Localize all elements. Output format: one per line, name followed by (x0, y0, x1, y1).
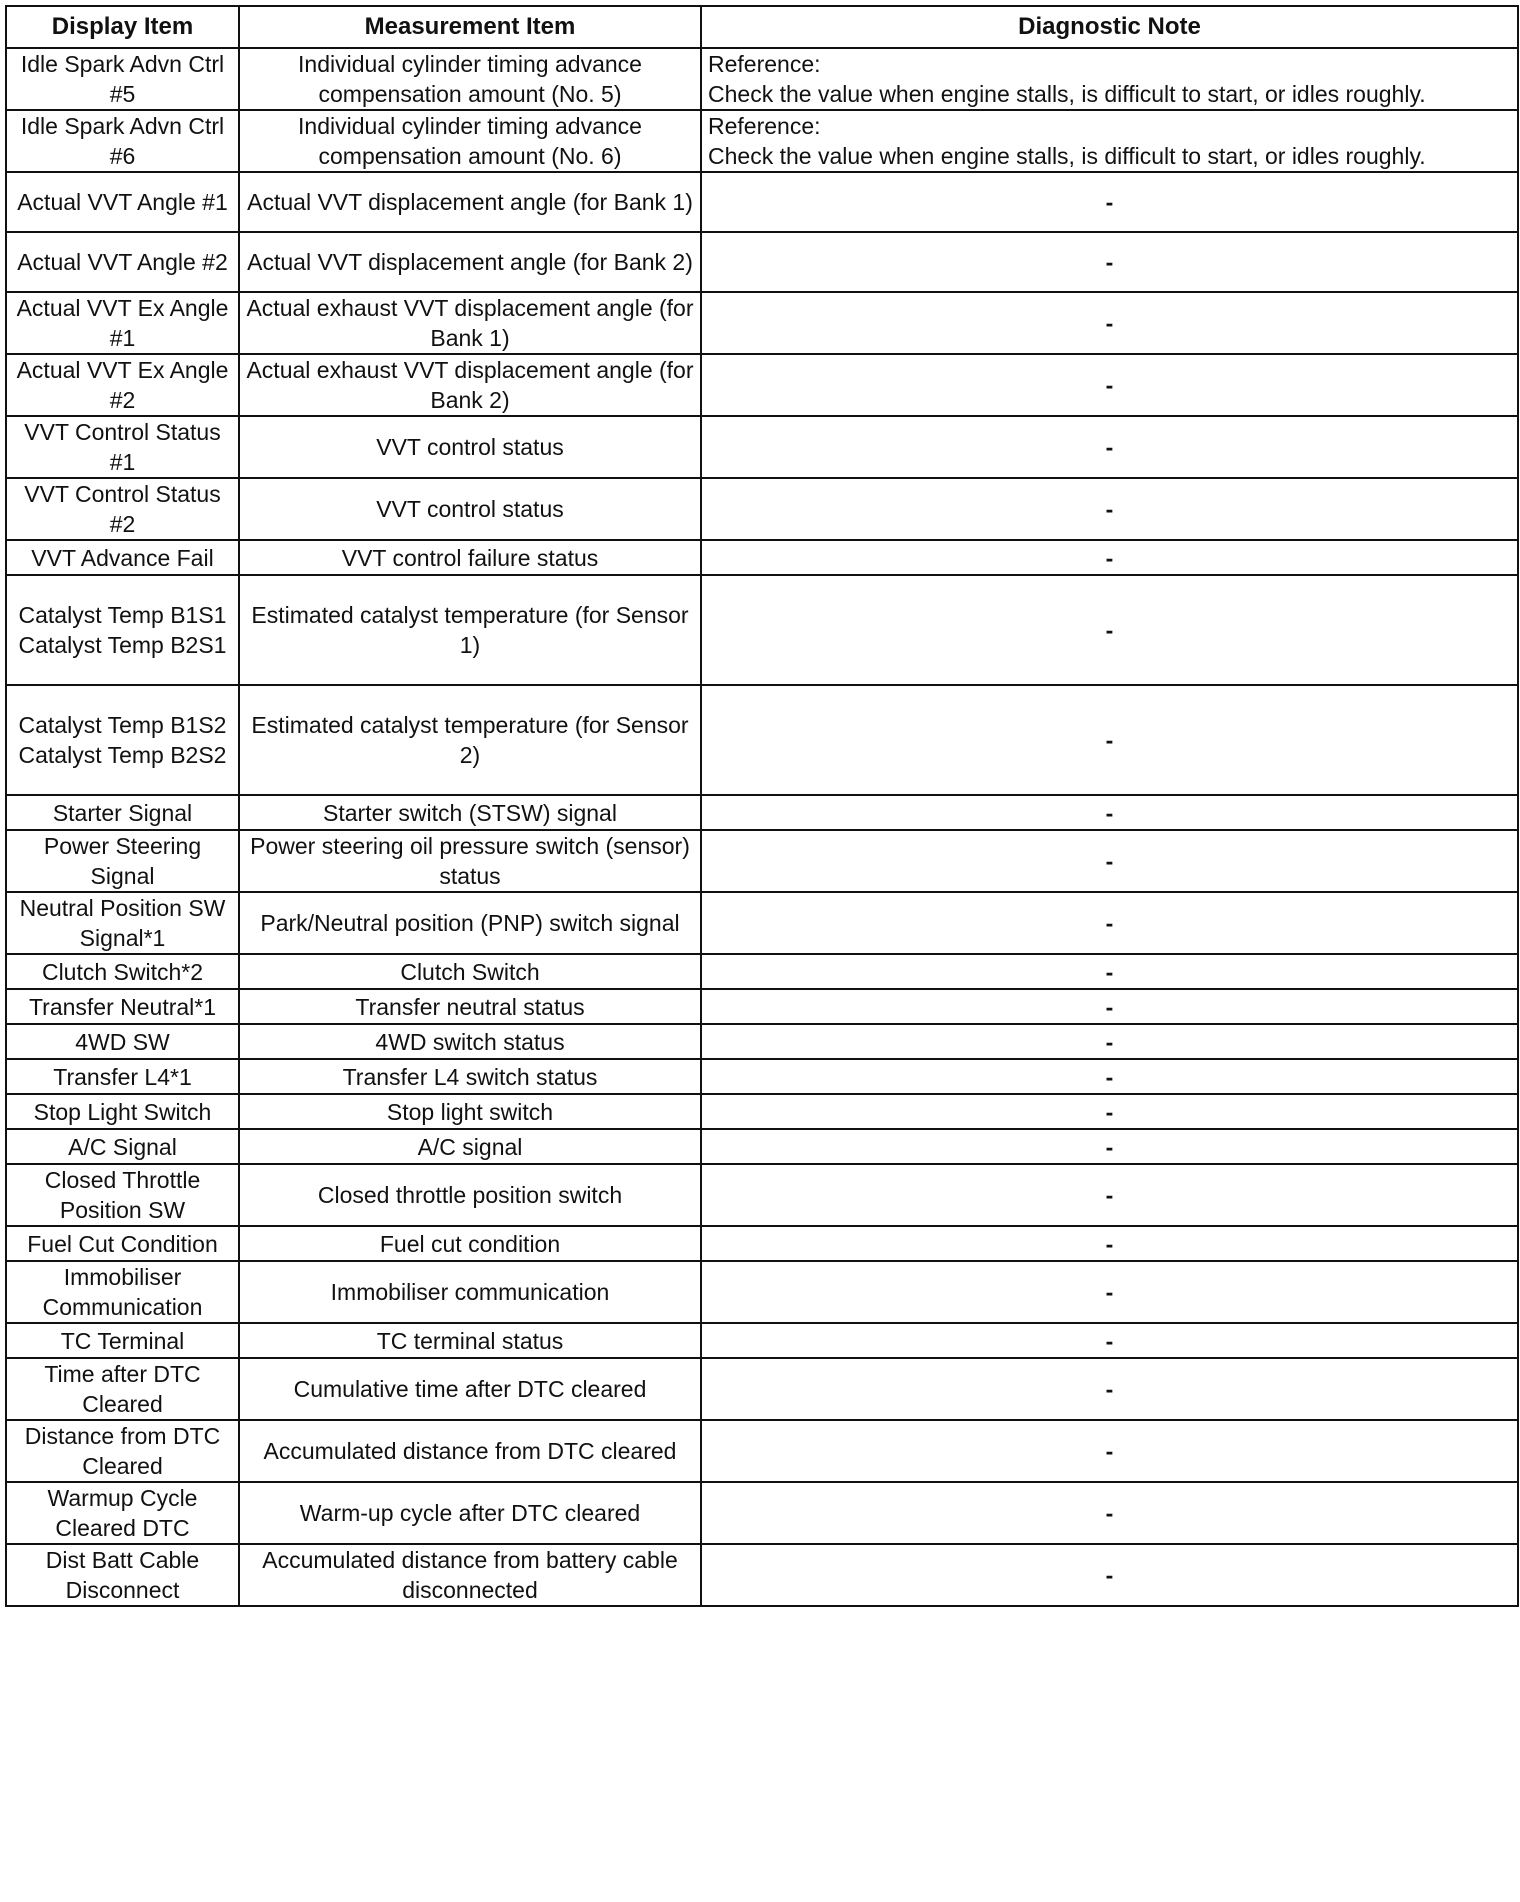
diagnostic-note-cell (701, 575, 1518, 685)
measurement-item-cell (239, 1420, 701, 1482)
diagnostic-note-cell (701, 354, 1518, 416)
measurement-item-text: Transfer neutral status (355, 993, 585, 1020)
display-item-text: Power Steering Signal (43, 833, 202, 889)
display-item-cell (6, 1544, 239, 1606)
measurement-item-cell (239, 1323, 701, 1358)
display-item-text: Clutch Switch*2 (41, 958, 204, 985)
display-item-text: Catalyst Temp B1S1 Catalyst Temp B2S1 (18, 602, 227, 658)
measurement-item-cell (239, 1544, 701, 1606)
display-item-text: Idle Spark Advn Ctrl #5 (20, 51, 225, 107)
display-item-cell (6, 1059, 239, 1094)
table-row (6, 1129, 1518, 1164)
diagnostic-note-text: - (1105, 993, 1114, 1020)
measurement-item-text: Accumulated distance from DTC cleared (263, 1438, 677, 1464)
table-row (6, 830, 1518, 892)
display-item-cell (6, 1420, 239, 1482)
diagnostic-note-text: - (1105, 496, 1114, 522)
measurement-item-text: VVT control status (376, 496, 564, 522)
measurement-item-text: Actual exhaust VVT displacement angle (for Bank 1) (246, 295, 694, 351)
diagnostic-note-cell (701, 232, 1518, 292)
display-item-text: A/C Signal (68, 1133, 177, 1160)
display-item-text: Transfer Neutral*1 (28, 993, 217, 1020)
diagnostic-note-text: - (1105, 372, 1114, 398)
diagnostic-note-cell (701, 1164, 1518, 1226)
display-item-cell (6, 1482, 239, 1544)
diagnostic-note-text: - (1105, 727, 1114, 753)
display-item-cell (6, 830, 239, 892)
display-item-text: Catalyst Temp B1S2 Catalyst Temp B2S2 (18, 712, 227, 768)
display-item-cell (6, 1094, 239, 1129)
diagnostic-note-text: - (1105, 617, 1114, 643)
diagnostic-note-cell (701, 685, 1518, 795)
measurement-item-text: Actual VVT displacement angle (for Bank 1) (247, 189, 693, 215)
measurement-item-text: Immobiliser communication (330, 1279, 610, 1305)
table-row (6, 232, 1518, 292)
display-item-cell (6, 1358, 239, 1420)
diagnostic-note-text: - (1105, 544, 1114, 571)
measurement-item-cell (239, 1164, 701, 1226)
table-row (6, 954, 1518, 989)
diagnostic-note-text: Reference: Check the value when engine stalls, is difficult to start, or idles roughly. (708, 113, 1426, 169)
diagnostic-note-cell (701, 1261, 1518, 1323)
table-row (6, 172, 1518, 232)
measurement-item-cell (239, 685, 701, 795)
measurement-item-cell (239, 232, 701, 292)
measurement-item-text: Closed throttle position switch (317, 1182, 623, 1208)
measurement-item-cell (239, 1482, 701, 1544)
document-page (5, 5, 1519, 1607)
diagnostic-note-cell (701, 110, 1518, 172)
measurement-item-text: TC terminal status (376, 1327, 564, 1354)
table-row (6, 892, 1518, 954)
display-item-cell (6, 1323, 239, 1358)
table-row (6, 1261, 1518, 1323)
header-display-item: Display Item (6, 6, 239, 48)
diagnostic-note-cell (701, 830, 1518, 892)
diagnostic-note-text: - (1105, 1279, 1114, 1305)
display-item-cell (6, 540, 239, 575)
display-item-cell (6, 354, 239, 416)
measurement-item-text: Actual VVT displacement angle (for Bank 2) (247, 249, 693, 275)
header-measurement-item: Measurement Item (239, 6, 701, 48)
measurement-item-text: Clutch Switch (400, 958, 540, 985)
display-item-cell (6, 478, 239, 540)
display-item-text: Stop Light Switch (33, 1098, 212, 1125)
measurement-item-cell (239, 1094, 701, 1129)
table-row (6, 1164, 1518, 1226)
measurement-item-text: Estimated catalyst temperature (for Sensor 2) (251, 712, 689, 768)
display-item-cell (6, 989, 239, 1024)
table-header-row (6, 6, 1518, 48)
display-item-cell (6, 110, 239, 172)
diagnostic-note-text: - (1105, 1133, 1114, 1160)
display-item-cell (6, 1164, 239, 1226)
table-row (6, 478, 1518, 540)
diagnostic-note-text: - (1105, 799, 1114, 826)
display-item-cell (6, 1024, 239, 1059)
display-item-text: VVT Advance Fail (31, 544, 214, 571)
diagnostic-note-cell (701, 795, 1518, 830)
table-row (6, 110, 1518, 172)
measurement-item-text: Starter switch (STSW) signal (323, 799, 617, 826)
diagnostic-note-text: - (1105, 1438, 1114, 1464)
diagnostic-note-text: - (1105, 1562, 1114, 1588)
diagnostic-note-cell (701, 989, 1518, 1024)
table-row (6, 1482, 1518, 1544)
diagnostic-note-text: - (1105, 1327, 1114, 1354)
display-item-text: Actual VVT Ex Angle #2 (16, 357, 229, 413)
table-row (6, 1358, 1518, 1420)
display-item-text: TC Terminal (60, 1327, 185, 1354)
diagnostic-note-cell (701, 1420, 1518, 1482)
diagnostic-note-cell (701, 892, 1518, 954)
display-item-cell (6, 1261, 239, 1323)
diagnostic-note-text: Reference: Check the value when engine stalls, is difficult to start, or idles roughly. (708, 51, 1426, 107)
measurement-item-text: Transfer L4 switch status (342, 1063, 598, 1090)
measurement-item-text: Power steering oil pressure switch (sensor) status (250, 833, 690, 889)
diagnostic-note-text: - (1105, 1063, 1114, 1090)
display-item-text: Transfer L4*1 (53, 1063, 192, 1090)
measurement-item-text: 4WD switch status (375, 1028, 565, 1055)
diagnostic-note-text: - (1105, 910, 1114, 936)
measurement-item-cell (239, 989, 701, 1024)
diagnostic-note-text: - (1105, 1230, 1114, 1257)
display-item-text: Actual VVT Angle #2 (17, 249, 228, 275)
display-item-text: Warmup Cycle Cleared DTC (47, 1485, 198, 1541)
measurement-item-cell (239, 1129, 701, 1164)
table-row (6, 416, 1518, 478)
diagnostic-note-text: - (1105, 434, 1114, 460)
display-item-cell (6, 416, 239, 478)
measurement-item-text: Accumulated distance from battery cable disconnected (262, 1547, 678, 1603)
display-item-cell (6, 292, 239, 354)
display-item-text: Distance from DTC Cleared (24, 1423, 221, 1479)
display-item-cell (6, 48, 239, 110)
diagnostic-note-cell (701, 954, 1518, 989)
measurement-item-cell (239, 1226, 701, 1261)
measurement-item-cell (239, 172, 701, 232)
display-item-text: VVT Control Status #1 (24, 419, 221, 475)
diagnostic-note-cell (701, 1358, 1518, 1420)
measurement-item-text: Fuel cut condition (379, 1230, 561, 1257)
measurement-item-cell (239, 1261, 701, 1323)
measurement-item-cell (239, 48, 701, 110)
table-row (6, 1094, 1518, 1129)
display-item-text: Neutral Position SW Signal*1 (19, 895, 226, 951)
table-row (6, 1059, 1518, 1094)
table-row (6, 1024, 1518, 1059)
measurement-item-text: Cumulative time after DTC cleared (293, 1376, 647, 1402)
display-item-text: Idle Spark Advn Ctrl #6 (20, 113, 225, 169)
display-item-text: Fuel Cut Condition (27, 1230, 218, 1257)
diagnostic-note-cell (701, 1059, 1518, 1094)
display-item-cell (6, 954, 239, 989)
display-item-text: Time after DTC Cleared (44, 1361, 201, 1417)
table-row (6, 795, 1518, 830)
table-row (6, 540, 1518, 575)
table-row (6, 685, 1518, 795)
diagnostic-note-cell (701, 292, 1518, 354)
display-item-text: Immobiliser Communication (42, 1264, 203, 1320)
measurement-item-cell (239, 416, 701, 478)
display-item-cell (6, 1226, 239, 1261)
display-item-cell (6, 232, 239, 292)
measurement-item-cell (239, 1358, 701, 1420)
measurement-item-cell (239, 892, 701, 954)
measurement-item-cell (239, 354, 701, 416)
diagnostic-note-cell (701, 1226, 1518, 1261)
measurement-item-cell (239, 575, 701, 685)
table-row (6, 989, 1518, 1024)
measurement-item-cell (239, 1024, 701, 1059)
display-item-text: 4WD SW (75, 1028, 170, 1055)
table-row (6, 1544, 1518, 1606)
display-item-text: Closed Throttle Position SW (44, 1167, 201, 1223)
table-row (6, 354, 1518, 416)
measurement-item-text: Warm-up cycle after DTC cleared (299, 1500, 641, 1526)
diagnostic-note-cell (701, 1129, 1518, 1164)
diagnostic-note-text: - (1105, 958, 1114, 985)
display-item-cell (6, 685, 239, 795)
table-row (6, 48, 1518, 110)
table-row (6, 292, 1518, 354)
display-item-cell (6, 172, 239, 232)
diagnostic-note-text: - (1105, 1182, 1114, 1208)
diagnostic-note-cell (701, 1323, 1518, 1358)
display-item-cell (6, 1129, 239, 1164)
data-list-table (5, 5, 1519, 1607)
diagnostic-note-cell (701, 416, 1518, 478)
display-item-cell (6, 892, 239, 954)
table-row (6, 575, 1518, 685)
diagnostic-note-text: - (1105, 1098, 1114, 1125)
table-body (6, 48, 1518, 1606)
measurement-item-text: A/C signal (417, 1133, 523, 1160)
display-item-text: Actual VVT Angle #1 (17, 189, 228, 215)
diagnostic-note-cell (701, 1094, 1518, 1129)
diagnostic-note-cell (701, 478, 1518, 540)
display-item-text: VVT Control Status #2 (24, 481, 221, 537)
measurement-item-text: Individual cylinder timing advance compensation amount (No. 6) (298, 113, 642, 169)
diagnostic-note-text: - (1105, 848, 1114, 874)
measurement-item-text: VVT control status (376, 434, 564, 460)
display-item-cell (6, 575, 239, 685)
measurement-item-cell (239, 478, 701, 540)
measurement-item-cell (239, 1059, 701, 1094)
measurement-item-cell (239, 795, 701, 830)
header-diagnostic-note: Diagnostic Note (701, 6, 1518, 48)
diagnostic-note-text: - (1105, 310, 1114, 336)
diagnostic-note-text: - (1105, 189, 1114, 215)
display-item-text: Starter Signal (52, 799, 193, 826)
measurement-item-cell (239, 954, 701, 989)
display-item-text: Dist Batt Cable Disconnect (45, 1547, 200, 1603)
table-row (6, 1323, 1518, 1358)
measurement-item-text: Stop light switch (386, 1098, 554, 1125)
display-item-cell (6, 795, 239, 830)
measurement-item-text: Estimated catalyst temperature (for Sensor 1) (251, 602, 689, 658)
diagnostic-note-text: - (1105, 1028, 1114, 1055)
diagnostic-note-cell (701, 172, 1518, 232)
diagnostic-note-cell (701, 540, 1518, 575)
diagnostic-note-text: - (1105, 249, 1114, 275)
diagnostic-note-text: - (1105, 1376, 1114, 1402)
display-item-text: Actual VVT Ex Angle #1 (16, 295, 229, 351)
measurement-item-cell (239, 110, 701, 172)
measurement-item-cell (239, 540, 701, 575)
diagnostic-note-cell (701, 1024, 1518, 1059)
measurement-item-text: Park/Neutral position (PNP) switch signal (260, 910, 680, 936)
measurement-item-text: VVT control failure status (341, 544, 599, 571)
diagnostic-note-text: - (1105, 1500, 1114, 1526)
diagnostic-note-cell (701, 1482, 1518, 1544)
diagnostic-note-cell (701, 1544, 1518, 1606)
measurement-item-cell (239, 830, 701, 892)
diagnostic-note-cell (701, 48, 1518, 110)
measurement-item-cell (239, 292, 701, 354)
table-row (6, 1226, 1518, 1261)
table-row (6, 1420, 1518, 1482)
measurement-item-text: Actual exhaust VVT displacement angle (for Bank 2) (246, 357, 694, 413)
measurement-item-text: Individual cylinder timing advance compensation amount (No. 5) (298, 51, 642, 107)
